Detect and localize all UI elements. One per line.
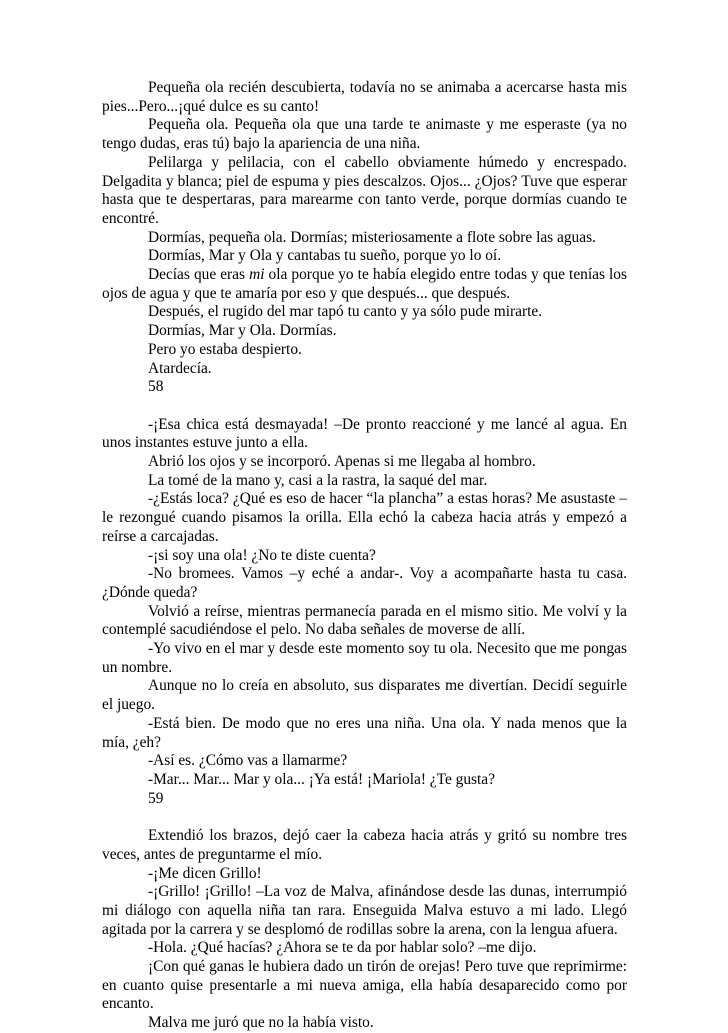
paragraph: La tomé de la mano y, casi a la rastra, la saqué del mar.: [148, 471, 488, 489]
paragraph: -No bromees. Vamos –y eché a andar-. Voy a acompañarte hasta tu casa. ¿Dónde queda?: [102, 565, 627, 601]
paragraph: -Así es. ¿Cómo vas a llamarme?: [148, 752, 348, 770]
paragraph: Dormías, Mar y Ola. Dormías.: [148, 322, 337, 340]
paragraph: Volvió a reírse, mientras permanecía parada en el mismo sitio. Me volví y la contemplé sacudiéndose el pelo. No daba señales de moverse de allí.: [102, 602, 627, 639]
paragraph: -¡Grillo! ¡Grillo! –La voz de Malva, afinándose desde las dunas, interrumpió mi diálogo con aquella niña tan rara. Enseguida Malva estuvo a mi lado. Llegó agitada por la carrera y se desplomó de rodillas sobre la arena, con la lengua afuera.: [102, 883, 627, 938]
paragraph: ¡Con qué ganas le hubiera dado un tirón de orejas! Pero tuve que reprimirme: en cuanto quise presentarle a mi nueva amiga, ella había desaparecido como por encanto.: [102, 958, 627, 1013]
page-number: 58: [148, 378, 164, 396]
paragraph: -¿Estás loca? ¿Qué es eso de hacer “la plancha” a estas horas? Me asustaste –le rezongué cuando pisamos la orilla. Ella echó la cabeza hacia atrás y empezó a reírse a carcajadas.: [102, 490, 627, 545]
paragraph: Pelilarga y pelilacia, con el cabello obviamente húmedo y encrespado. Delgadita y blanca; piel de espuma y pies descalzos. Ojos... ¿Ojos? Tuve que esperar hasta que te despertaras, para marearme con tanto verde, porque dormías cuando te encontré.: [102, 153, 627, 227]
paragraph: Abrió los ojos y se incorporó. Apenas si me llegaba al hombro.: [148, 453, 536, 471]
paragraph: Aunque no lo creía en absoluto, sus disparates me divertían. Decidí seguirle el juego.: [102, 677, 627, 714]
emphasis-text: mi: [249, 266, 265, 284]
paragraph: Malva me juró que no la había visto.: [148, 1014, 374, 1032]
paragraph: Atardecía.: [148, 359, 212, 377]
text-run: ola porque yo te había elegido entre todas y que tenías los ojos de agua y que te amaría por eso y que después... que después.: [102, 266, 627, 302]
text-run: Decías que eras: [148, 266, 250, 284]
paragraph: -¡Me dicen Grillo!: [148, 864, 262, 882]
paragraph: Extendió los brazos, dejó caer la cabeza hacia atrás y gritó su nombre tres veces, antes de preguntarme el mío.: [102, 827, 627, 863]
paragraph: [102, 266, 627, 303]
paragraph: Pequeña ola. Pequeña ola que una tarde te animaste y me esperaste (ya no tengo dudas, eras tú) bajo la apariencia de una niña.: [102, 116, 627, 153]
paragraph: -Mar... Mar... Mar y ola... ¡Ya está! ¡Mariola! ¿Te gusta?: [148, 771, 495, 788]
body-text: [102, 79, 627, 1033]
paragraph: -Hola. ¿Qué hacías? ¿Ahora se te da por hablar solo? –me dijo.: [148, 939, 537, 957]
paragraph: Después, el rugido del mar tapó tu canto y ya sólo pude mirarte.: [148, 303, 543, 321]
paragraph: -¡si soy una ola! ¿No te diste cuenta?: [148, 546, 376, 564]
spacer: [102, 808, 627, 827]
paragraph: Dormías, Mar y Ola y cantabas tu sueño, porque yo lo oí.: [148, 247, 502, 265]
paragraph: Pequeña ola recién descubierta, todavía no se animaba a acercarse hasta mis pies...Pero...¡qué dulce es su canto!: [102, 79, 627, 115]
paragraph: Pero yo estaba despierto.: [148, 340, 302, 358]
page-number: 59: [148, 789, 164, 807]
paragraph: -¡Esa chica está desmayada! –De pronto reaccioné y me lancé al agua. En unos instantes estuve junto a ella.: [102, 415, 627, 452]
paragraph: -Yo vivo en el mar y desde este momento soy tu ola. Necesito que me pongas un nombre.: [102, 640, 627, 676]
paragraph: -Está bien. De modo que no eres una niña. Una ola. Y nada menos que la mía, ¿eh?: [102, 714, 627, 751]
spacer: [102, 397, 627, 416]
paragraph: Dormías, pequeña ola. Dormías; misteriosamente a flote sobre las aguas.: [148, 228, 596, 246]
